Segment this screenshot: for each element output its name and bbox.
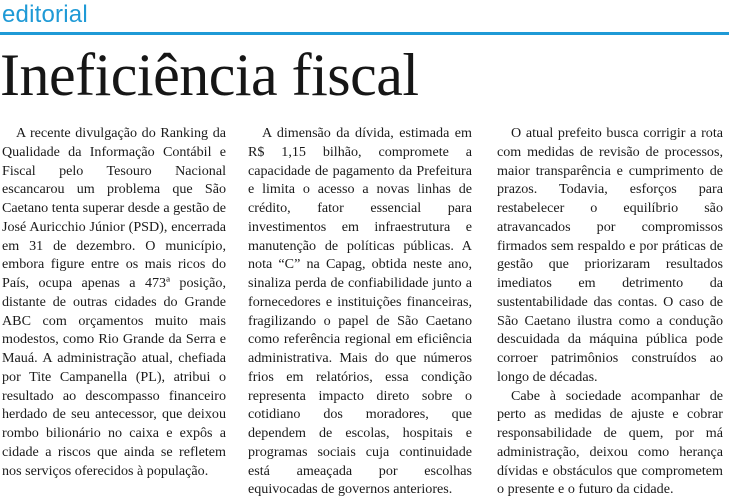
- paragraph: A recente divulgação do Ranking da Qualidade da Informação Contábil e Fiscal pelo Tesouro Nacional escancarou um problema que São Caetano tenta superar desde a gestão de José Auricchio Júnior (PSD), encerrada em 31 de dezembro. O município, embora figure entre os mais ricos do País, ocupa apenas a 473ª posição, distante de outras cidades do Grande ABC com orçamentos muito mais modestos, como Rio Grande da Serra e Mauá. A administração atual, chefiada por Tite Campanella (PL), atribui o resultado ao descompasso financeiro herdado de seu antecessor, que deixou rombo bilionário no caixa e expôs a cidade a riscos que ainda se refletem nos serviços oferecidos à população.: [2, 124, 226, 480]
- headline: Ineficiência fiscal: [0, 40, 419, 110]
- section-label: editorial: [2, 0, 88, 30]
- paragraph: A dimensão da dívida, estimada em R$ 1,15 bilhão, compromete a capacidade de pagamento da Prefeitura e limita o acesso a novas linhas de crédito, fator essencial para investimentos em infraestrutura e manutenção de políticas públicas. A nota “C” na Capag, obtida neste ano, sinaliza perda de confiabilidade junto a fornecedores e instituições financeiras, fragilizando o papel de São Caetano como referência regional em eficiência administrativa. Mais do que números frios em relatórios, essa condição representa impacto direto sobre o cotidiano dos moradores, que dependem de escolas, hospitais e programas sociais cuja continuidade está ameaçada por escolhas equivocadas de governos anteriores.: [248, 124, 472, 499]
- article-column-2: [248, 124, 472, 460]
- article-column-3: [497, 124, 723, 460]
- paragraph: Cabe à sociedade acompanhar de perto as medidas de ajuste e cobrar responsabilidade de quem, por má administração, deixou como herança dívidas e obstáculos que comprometem o presente e o futuro da cidade.: [497, 387, 723, 499]
- section-rule: [0, 32, 729, 35]
- article-column-1: [2, 124, 226, 460]
- paragraph: O atual prefeito busca corrigir a rota com medidas de revisão de processos, maior transparência e cumprimento de prazos. Todavia, esforços para restabelecer o equilíbrio são atravancados por compromissos firmados sem respaldo e por práticas de gestão que priorizaram resultados imediatos em detrimento da sustentabilidade das contas. O caso de São Caetano ilustra como a condução descuidada da máquina pública pode corroer patrimônios construídos ao longo de décadas.: [497, 124, 723, 387]
